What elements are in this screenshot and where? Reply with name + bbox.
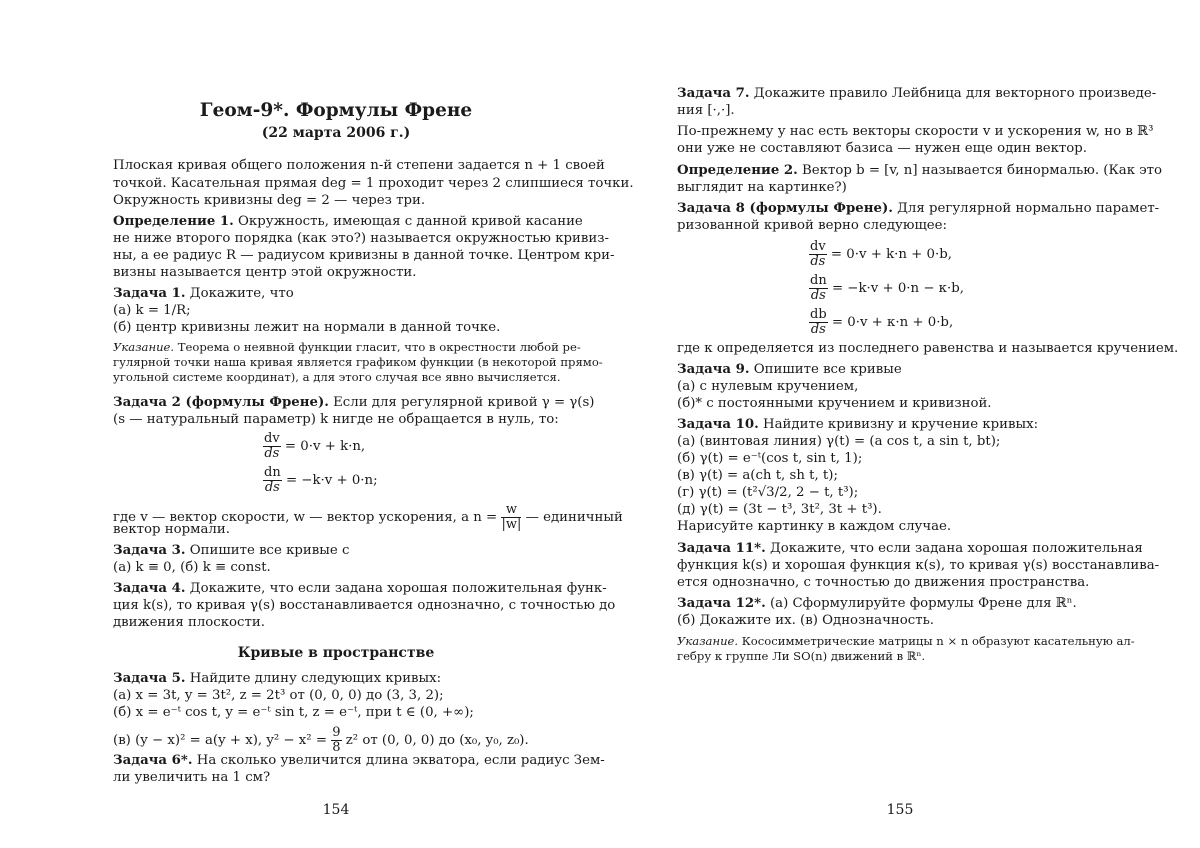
text-line: (б) x = e⁻ᵗ cos t, y = e⁻ᵗ sin t, z = e⁻ᵗ, при t ∈ (0, +∞); [113,705,474,720]
problem-11 [677,540,1143,557]
hint-label: Указание. [677,634,739,648]
text-line: (а) x = 3t, y = 3t², z = 2t³ от (0, 0, 0) до (3, 3, 2); [113,688,444,703]
problem-5 [113,670,441,687]
definition-label: Определение 2. [677,163,798,178]
problem-label: Задача 4. [113,581,186,596]
text-line: точкой. Касательная прямая deg = 1 проходит через 2 слипшиеся точки. [113,176,634,191]
problem-8 [677,200,1159,217]
problem-label: Задача 11*. [677,541,766,556]
fraction: $\frac{dn}{ds}$ [810,273,827,303]
right-page [677,0,1179,848]
problem-12 [677,595,1077,612]
text: Докажите, что если задана хорошая положительная [765,541,1143,556]
text-line: они уже не составляют базиса — нужен еще один вектор. [677,141,1088,156]
equation-rhs: = −k·v + 0·n − κ·b, [831,281,964,296]
problem-label: Задача 9. [677,362,750,377]
text: Докажите правило Лейбница для векторного произведе- [749,86,1157,101]
text: — единичный [525,510,623,525]
fraction: $\frac{9}{8}$ [332,725,341,755]
hint-1 [113,340,581,355]
text-line: где κ определяется из последнего равенства и называется кручением. [677,341,1179,356]
text-line: (г) γ(t) = (t²√3/2, 2 − t, t³); [677,485,859,500]
text: z² от (0, 0, 0) до (x₀, y₀, z₀). [345,733,529,748]
text-line: По-прежнему у нас есть векторы скорости v и ускорения w, но в ℝ³ [677,124,1154,139]
problem-label: Задача 1. [113,286,186,301]
date-subtitle: (22 марта 2006 г.) [261,125,411,141]
page-number: 154 [322,802,350,818]
text: Для регулярной нормально парамет- [892,201,1160,216]
text-line: (б) Докажите их. (в) Однозначность. [677,613,935,628]
problem-label: Задача 5. [113,671,186,686]
text-line: ны, а ее радиус R — радиусом кривизны в данной точке. Центром кри- [113,248,615,263]
hint-label: Указание. [113,340,175,354]
text-line: визны называется центр этой окружности. [113,265,417,280]
problem-1 [113,285,294,302]
text-line: (в) γ(t) = a(ch t, sh t, t); [677,468,838,483]
hint-2 [677,634,1135,649]
text: Найдите длину следующих кривых: [185,671,442,686]
fraction: $\frac{dv}{ds}$ [264,431,280,461]
problem-7 [677,85,1156,102]
text-line: (б) γ(t) = e⁻ᵗ(cos t, sin t, 1); [677,451,863,466]
text: Кососимметрические матрицы n × n образуют касательную ал- [738,634,1135,648]
equation-rhs: = 0·v + k·n, [284,439,366,454]
frenet-equation [809,274,964,303]
frenet-equation [809,308,953,337]
equation-rhs: = 0·v + κ·n + 0·b, [831,315,954,330]
hint-line: гебру к группе Ли SO(n) движений в ℝⁿ. [677,649,926,663]
text-line [113,726,529,755]
text: Опишите все кривые с [185,543,350,558]
equation-rhs: = 0·v + k·n + 0·b, [830,247,952,262]
problem-label: Задача 6*. [113,753,193,768]
text: Докажите, что если задана хорошая положительная функ- [185,581,607,596]
problem-label: Задача 3. [113,543,186,558]
text: Если для регулярной кривой γ = γ(s) [328,395,595,410]
text-line: (б)* с постоянными кручением и кривизной. [677,396,992,411]
fraction: $\frac{dn}{ds}$ [264,465,281,495]
problem-3 [113,542,349,559]
problem-label: Задача 10. [677,417,759,432]
page-number: 155 [886,802,914,818]
left-page [113,0,634,848]
problem-label: Задача 8 (формулы Френе). [677,201,893,216]
problem-9 [677,361,902,378]
fraction: $\frac{w}{|w|}$ [501,502,522,532]
text: Опишите все кривые [749,362,902,377]
hint-line: гулярной точки наша кривая является графиком функции (в некоторой прямо- [113,355,603,369]
text-line: Окружность кривизны deg = 2 — через три. [113,193,426,208]
text-line: ция k(s), то кривая γ(s) восстанавливается однозначно, с точностью до [113,598,616,613]
text-line: функция k(s) и хорошая функция κ(s), то кривая γ(s) восстанавлива- [677,558,1160,573]
problem-label: Задача 12*. [677,596,766,611]
text: На сколько увеличится длина экватора, если радиус Зем- [192,753,605,768]
text-line: Нарисуйте картинку в каждом случае. [677,519,952,534]
text-line: не ниже второго порядка (как это?) называется окружностью кривиз- [113,231,610,246]
text-line: (б) центр кривизны лежит на нормали в данной точке. [113,320,501,335]
equation-rhs: = −k·v + 0·n; [285,473,378,488]
text-line: выглядит на картинке?) [677,180,847,195]
text: Вектор b = [v, n] называется бинормалью. (Как это [797,163,1163,178]
problem-label: Задача 7. [677,86,750,101]
fraction: $\frac{db}{ds}$ [810,307,827,337]
text: Теорема о неявной функции гласит, что в окрестности любой ре- [174,340,581,354]
problem-6 [113,752,605,769]
text-line: Плоская кривая общего положения n-й степени задается n + 1 своей [113,158,605,173]
problem-2 [113,394,594,411]
definition-2 [677,162,1162,179]
text: Докажите, что [185,286,294,301]
text: Окружность, имеющая с данной кривой касание [233,214,583,229]
page-title: Геом-9*. Формулы Френе [199,100,473,121]
text-line: ется однозначно, с точностью до движения пространства. [677,575,1090,590]
text: (а) Сформулируйте формулы Френе для ℝⁿ. [765,596,1077,611]
text-line: (а) k ≡ 0, (б) k ≡ const. [113,560,271,575]
definition-1 [113,213,583,230]
text-line: (а) с нулевым кручением, [677,379,859,394]
frenet-equation [809,240,952,269]
hint-line: угольной системе координат), а для этого случая все явно вычисляется. [113,370,561,384]
text-line: (д) γ(t) = (3t − t³, 3t², 3t + t³). [677,502,882,517]
problem-label: Задача 2 (формулы Френе). [113,395,329,410]
definition-label: Определение 1. [113,214,234,229]
text-line: вектор нормали. [113,522,230,537]
text-line: (s — натуральный параметр) k нигде не обращается в нуль, то: [113,412,559,427]
text: где v — вектор скорости, w — вектор ускорения, а n = [113,510,498,525]
frenet-equation [263,466,378,495]
problem-10 [677,416,1038,433]
fraction: $\frac{dv}{ds}$ [810,239,826,269]
problem-4 [113,580,607,597]
text-line: движения плоскости. [113,615,265,630]
text: (в) (y − x)² = a(y + x), y² − x² = [113,733,327,748]
text-line: ния [·,·]. [677,103,735,118]
section-heading: Кривые в пространстве [237,645,435,661]
text-line: (а) k = 1/R; [113,303,191,318]
text: Найдите кривизну и кручение кривых: [758,417,1039,432]
text-line: (а) (винтовая линия) γ(t) = (a cos t, a sin t, bt); [677,434,1001,449]
text-line: ли увеличить на 1 см? [113,770,271,785]
text-line: ризованной кривой верно следующее: [677,218,948,233]
frenet-equation [263,432,365,461]
